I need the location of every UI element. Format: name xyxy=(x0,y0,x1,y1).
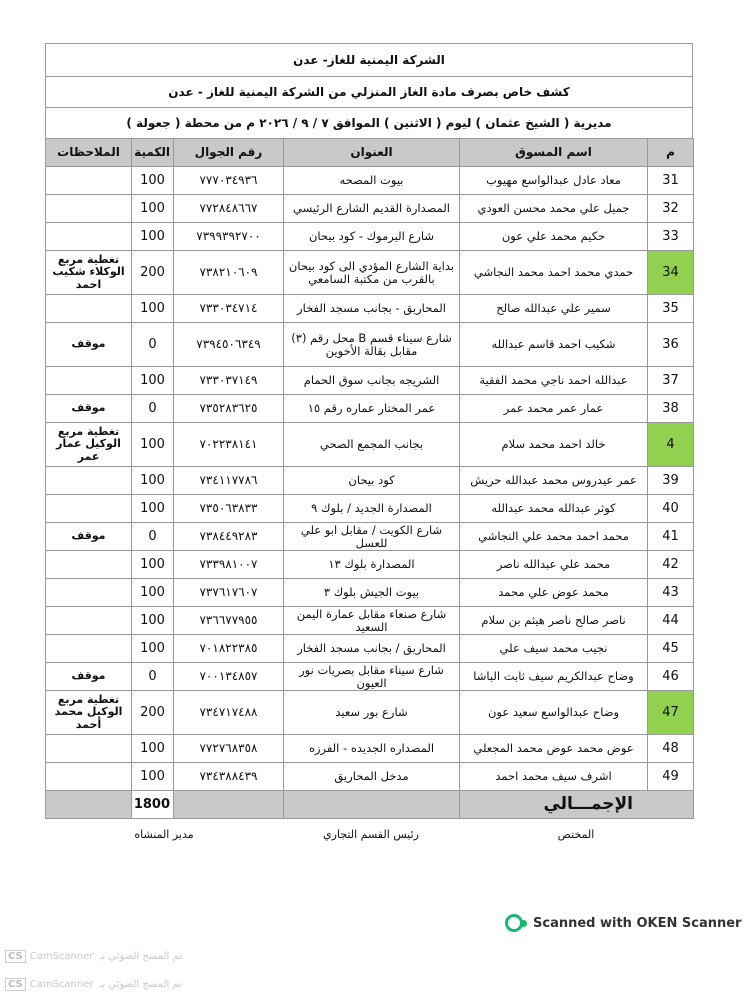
notes-cell xyxy=(46,763,132,791)
address-cell: مدخل المحاريق xyxy=(284,763,460,791)
col-header-address: العنوان xyxy=(284,139,460,167)
phone-cell: ٧٣٣٩٨١٠٠٧ xyxy=(174,551,284,579)
total-qty: 1800 xyxy=(132,791,174,819)
table-row xyxy=(46,523,694,551)
marketer-name: محمد احمد محمد علي النجاشي xyxy=(460,523,648,551)
footer-commercial-head: رئيس القسم التجاري xyxy=(323,827,419,841)
notes-cell xyxy=(46,735,132,763)
address-cell: كود بيحان xyxy=(284,467,460,495)
address-cell: بيوت المصحه xyxy=(284,167,460,195)
address-cell: المصدارة الجديد / بلوك ٩ xyxy=(284,495,460,523)
table-row xyxy=(46,395,694,423)
row-number: 37 xyxy=(648,367,694,395)
row-number: 39 xyxy=(648,467,694,495)
row-number: 34 xyxy=(648,251,694,295)
address-cell: شارع اليرموك - كود بيحان xyxy=(284,223,460,251)
camscanner-watermark-2 xyxy=(5,978,182,991)
address-cell: عمر المختار عماره رقم ١٥ xyxy=(284,395,460,423)
row-number: 32 xyxy=(648,195,694,223)
notes-cell xyxy=(46,635,132,663)
table-row xyxy=(46,607,694,635)
row-number: 46 xyxy=(648,663,694,691)
row-number: 45 xyxy=(648,635,694,663)
phone-cell: ٧٣٤٧١٧٤٨٨ xyxy=(174,691,284,735)
phone-cell: ٧٣٣٠٣٧١٤٩ xyxy=(174,367,284,395)
table-row xyxy=(46,295,694,323)
row-number: 38 xyxy=(648,395,694,423)
address-cell: المصدارة القديم الشارع الرئيسي xyxy=(284,195,460,223)
notes-cell xyxy=(46,295,132,323)
qty-cell: 100 xyxy=(132,367,174,395)
address-cell: شارع بور سعيد xyxy=(284,691,460,735)
marketer-name: شكيب احمد قاسم عبدالله xyxy=(460,323,648,367)
table-row xyxy=(46,195,694,223)
notes-cell: موقف xyxy=(46,395,132,423)
marketer-name: محمد عوض علي محمد xyxy=(460,579,648,607)
row-number: 35 xyxy=(648,295,694,323)
marketer-name: نجيب محمد سيف علي xyxy=(460,635,648,663)
scanner-label: Scanned with OKEN Scanner xyxy=(533,915,742,931)
notes-cell xyxy=(46,223,132,251)
phone-cell: ٧٣٥٢٨٣٦٢٥ xyxy=(174,395,284,423)
table-row xyxy=(46,251,694,295)
qty-cell: 100 xyxy=(132,579,174,607)
address-cell: المحاريق - بجانب مسجد الفخار xyxy=(284,295,460,323)
phone-cell: ٧٧٢٧٦٨٣٥٨ xyxy=(174,735,284,763)
marketer-name: معاد عادل عبدالواسع مهيوب xyxy=(460,167,648,195)
marketer-name: اشرف سيف محمد احمد xyxy=(460,763,648,791)
sheet-info: مديرية ( الشيخ عثمان ) ليوم ( الاثنين ) الموافق ٧ / ٩ / ٢٠٢٦ م من محطة ( جعولة ) xyxy=(45,107,693,138)
phone-cell: ٧٣٤٣٨٨٤٣٩ xyxy=(174,763,284,791)
marketer-name: جميل علي محمد محسن العودي xyxy=(460,195,648,223)
qty-cell: 0 xyxy=(132,323,174,367)
notes-cell xyxy=(46,495,132,523)
row-number: 44 xyxy=(648,607,694,635)
phone-cell: ٧٠٠١٣٤٨٥٧ xyxy=(174,663,284,691)
qty-cell: 0 xyxy=(132,523,174,551)
marketer-name: عمر عيدروس محمد عبدالله حريش xyxy=(460,467,648,495)
marketer-name: عبدالله احمد ناجي محمد الفقية xyxy=(460,367,648,395)
phone-cell: ٧٧٢٨٤٨٦٦٧ xyxy=(174,195,284,223)
qty-cell: 0 xyxy=(132,395,174,423)
phone-cell: ٧٣٩٤٥٠٦٣٤٩ xyxy=(174,323,284,367)
row-number: 43 xyxy=(648,579,694,607)
camscanner-watermark-1 xyxy=(5,950,182,963)
table-row xyxy=(46,467,694,495)
table-row xyxy=(46,735,694,763)
row-number: 4 xyxy=(648,423,694,467)
signature-footer xyxy=(45,819,693,849)
watermark-text-1: تم المسح الضوئي بـ xyxy=(99,951,182,962)
marketer-name: حكيم محمد علي عون xyxy=(460,223,648,251)
qty-cell: 100 xyxy=(132,551,174,579)
notes-cell xyxy=(46,467,132,495)
table-row xyxy=(46,663,694,691)
marketer-name: وضاح عبدالكريم سيف ثابت الباشا xyxy=(460,663,648,691)
total-label: الإجمـــالي xyxy=(460,791,694,819)
marketer-name: عمار عمر محمد عمر xyxy=(460,395,648,423)
address-cell: بجانب المجمع الصحي xyxy=(284,423,460,467)
row-number: 36 xyxy=(648,323,694,367)
distribution-table xyxy=(45,138,694,819)
address-cell: المصداره الجديده - الفرزه xyxy=(284,735,460,763)
marketer-name: وضاح عبدالواسع سعيد عون xyxy=(460,691,648,735)
phone-cell: ٧٣٥٠٦٣٨٣٣ xyxy=(174,495,284,523)
total-row xyxy=(46,791,694,819)
document-sheet xyxy=(45,43,693,849)
watermark-brand-2: CamScanner xyxy=(29,979,94,990)
oken-logo-icon xyxy=(505,914,523,932)
row-number: 41 xyxy=(648,523,694,551)
qty-cell: 100 xyxy=(132,735,174,763)
table-row xyxy=(46,635,694,663)
col-header-phone: رقم الجوال xyxy=(174,139,284,167)
address-cell: المصدارة بلوك ١٣ xyxy=(284,551,460,579)
qty-cell: 100 xyxy=(132,295,174,323)
table-row xyxy=(46,551,694,579)
row-number: 49 xyxy=(648,763,694,791)
qty-cell: 100 xyxy=(132,763,174,791)
qty-cell: 100 xyxy=(132,167,174,195)
col-header-marketer: اسم المسوق xyxy=(460,139,648,167)
address-cell: شارع سيناء قسم B محل رقم (٣) مقابل بقالة الأخوين xyxy=(284,323,460,367)
phone-cell: ٧٠٢٢٣٨١٤١ xyxy=(174,423,284,467)
total-spacer-phone xyxy=(174,791,284,819)
notes-cell: تغطية مربع الوكلاء شكيب احمد xyxy=(46,251,132,295)
marketer-name: محمد علي عبدالله ناصر xyxy=(460,551,648,579)
notes-cell xyxy=(46,607,132,635)
qty-cell: 200 xyxy=(132,691,174,735)
table-row xyxy=(46,763,694,791)
phone-cell: ٧٣٧٦١٧٦٠٧ xyxy=(174,579,284,607)
marketer-name: عوض محمد عوض محمد المجعلي xyxy=(460,735,648,763)
address-cell: الشريجه بجانب سوق الحمام xyxy=(284,367,460,395)
scanner-credit xyxy=(505,914,741,932)
qty-cell: 100 xyxy=(132,467,174,495)
table-row xyxy=(46,423,694,467)
qty-cell: 100 xyxy=(132,423,174,467)
table-row xyxy=(46,495,694,523)
qty-cell: 100 xyxy=(132,607,174,635)
phone-cell: ٧٠١٨٢٢٣٨٥ xyxy=(174,635,284,663)
address-cell: شارع صنعاء مقابل عمارة اليمن السعيد xyxy=(284,607,460,635)
cs-logo-icon: CS xyxy=(5,950,26,963)
notes-cell: تغطية مربع الوكيل عمار عمر xyxy=(46,423,132,467)
col-header-no: م xyxy=(648,139,694,167)
marketer-name: ناصر صالح ناصر هيثم بن سلام xyxy=(460,607,648,635)
phone-cell: ٧٣٣٠٣٤٧١٤ xyxy=(174,295,284,323)
table-row xyxy=(46,579,694,607)
qty-cell: 200 xyxy=(132,251,174,295)
notes-cell: موقف xyxy=(46,523,132,551)
qty-cell: 100 xyxy=(132,635,174,663)
qty-cell: 100 xyxy=(132,195,174,223)
total-spacer-address xyxy=(284,791,460,819)
table-row xyxy=(46,691,694,735)
watermark-text-2: تم المسح الضوئي بـ xyxy=(99,979,182,990)
marketer-name: حمدي محمد احمد محمد النجاشي xyxy=(460,251,648,295)
row-number: 48 xyxy=(648,735,694,763)
notes-cell xyxy=(46,195,132,223)
phone-cell: ٧٣٦٦٧٧٩٥٥ xyxy=(174,607,284,635)
footer-facility-manager: مدير المنشاه xyxy=(134,827,194,841)
row-number: 33 xyxy=(648,223,694,251)
notes-cell: تغطية مربع الوكيل محمد أحمد xyxy=(46,691,132,735)
phone-cell: ٧٣٩٩٣٩٢٧٠٠ xyxy=(174,223,284,251)
address-cell: بيوت الجيش بلوك ٣ xyxy=(284,579,460,607)
notes-cell xyxy=(46,551,132,579)
address-cell: شارع سيناء مقابل بصريات نور العيون xyxy=(284,663,460,691)
address-cell: شارع الكويت / مقابل ابو علي للعسل xyxy=(284,523,460,551)
notes-cell xyxy=(46,167,132,195)
cs-logo-icon-2: CS xyxy=(5,978,26,991)
notes-cell: موقف xyxy=(46,323,132,367)
table-row xyxy=(46,367,694,395)
address-cell: المحاريق / بجانب مسجد الفخار xyxy=(284,635,460,663)
address-cell: بداية الشارع المؤدي الى كود بيحان بالقرب من مكتبة السامعي xyxy=(284,251,460,295)
qty-cell: 100 xyxy=(132,223,174,251)
notes-cell: موقف xyxy=(46,663,132,691)
qty-cell: 100 xyxy=(132,495,174,523)
phone-cell: ٧٣٤١١٧٧٨٦ xyxy=(174,467,284,495)
sheet-subtitle: كشف خاص بصرف مادة الغاز المنزلي من الشركة اليمنية للغاز - عدن xyxy=(45,76,693,107)
marketer-name: سمير علي عبدالله صالح xyxy=(460,295,648,323)
qty-cell: 0 xyxy=(132,663,174,691)
col-header-qty: الكمية xyxy=(132,139,174,167)
notes-cell xyxy=(46,579,132,607)
watermark-brand-1: CamScanner xyxy=(29,951,94,962)
phone-cell: ٧٣٨٤٤٩٢٨٣ xyxy=(174,523,284,551)
table-row xyxy=(46,167,694,195)
row-number: 42 xyxy=(648,551,694,579)
row-number: 31 xyxy=(648,167,694,195)
col-header-notes: الملاحظات xyxy=(46,139,132,167)
company-title: الشركة اليمنية للغاز- عدن xyxy=(45,43,693,76)
total-spacer-notes xyxy=(46,791,132,819)
footer-specialist: المختص xyxy=(557,827,595,841)
table-header-row xyxy=(46,139,694,167)
marketer-name: خالد احمد محمد سلام xyxy=(460,423,648,467)
phone-cell: ٧٣٨٢١٠٦٠٩ xyxy=(174,251,284,295)
marketer-name: كوثر عبدالله محمد عبدالله xyxy=(460,495,648,523)
table-row xyxy=(46,223,694,251)
table-row xyxy=(46,323,694,367)
row-number: 40 xyxy=(648,495,694,523)
notes-cell xyxy=(46,367,132,395)
row-number: 47 xyxy=(648,691,694,735)
phone-cell: ٧٧٧٠٣٤٩٣٦ xyxy=(174,167,284,195)
